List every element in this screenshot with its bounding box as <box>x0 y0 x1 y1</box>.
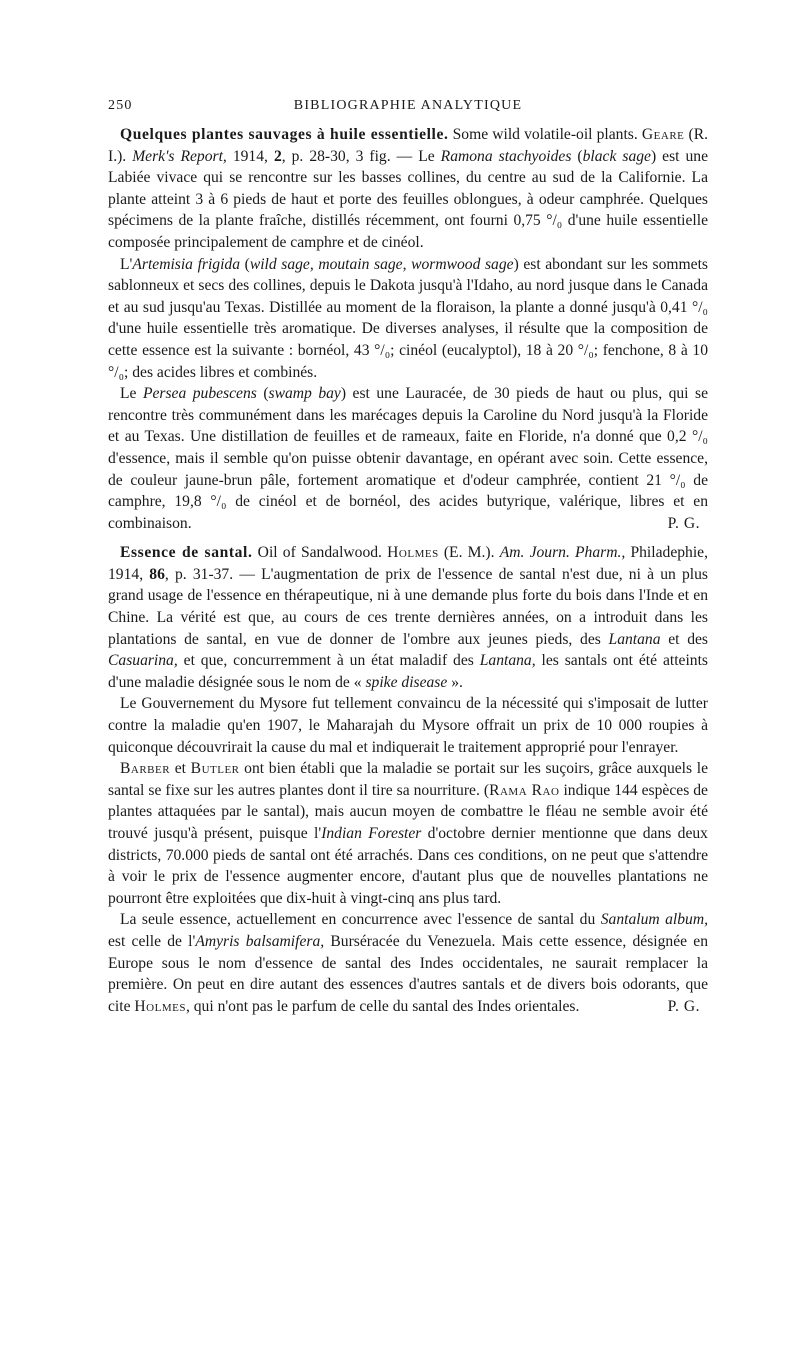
journal-title: Merk's Report, <box>132 147 227 165</box>
text-run: Burséracée du Venezuela. Mais cette essence, désignée en Europe sous le nom d'essence de santal des Indes occidentales, ne saurait remplacer la première. On peut en dire autant des essences d'autres santals et de divers bois odorants, que cite <box>108 932 708 1015</box>
paragraph <box>108 758 708 909</box>
species-name: Casuarina, <box>108 652 178 670</box>
common-name: wild sage, moutain sage, wormwood sage <box>249 255 514 273</box>
species-name: Santalum album, <box>600 911 708 929</box>
running-title: BIBLIOGRAPHIE ANALYTIQUE <box>293 98 523 113</box>
text-run: ( <box>571 147 583 165</box>
page-number: 250 <box>108 98 133 113</box>
signature: P. G. <box>667 514 700 532</box>
species-name: Lantana <box>608 630 661 648</box>
text-run: et que, concurremment à un état maladif des <box>177 652 480 670</box>
text-run: ) est une Labiée vivace qui se rencontre sur les basses collines, du centre au sud de la Californie. La plante atteint 3 à 6 pieds de haut et porte des feuilles oblongues, à odeur camphrée. Quelques spécimens de la plante fraîche, distillés récemment, ont fourni 0,75 °/₀ d'une huile essentielle composée principalement de camphre et de cinéol. <box>108 147 708 251</box>
text-run: Oil of Sandalwood. <box>252 544 388 562</box>
common-name: swamp bay <box>268 385 341 403</box>
text-run: , p. 28-30, 3 fig. — Le <box>281 147 441 165</box>
text-run: les santals ont été atteints d'une maladie désignée sous le nom de « <box>108 652 708 691</box>
text-run: Le <box>120 385 143 403</box>
author-name: Butler <box>190 760 240 778</box>
page <box>108 98 708 1017</box>
journal-title: Am. Journ. Pharm., <box>499 544 626 562</box>
author-name: Barber <box>120 760 171 778</box>
text-run: et des <box>660 630 708 648</box>
volume-number: 86 <box>149 565 165 583</box>
signature: P. G. <box>667 997 700 1015</box>
volume-number: 2 <box>273 147 282 165</box>
paragraph <box>108 124 708 254</box>
species-name: Artemisia frigida <box>132 255 241 273</box>
author-name: Geare <box>641 126 685 143</box>
species-name: Persea pubescens <box>142 385 257 403</box>
text-run: , qui n'ont pas le parfum de celle du santal des Indes orientales. <box>185 997 580 1015</box>
text-run: La seule essence, actuellement en concurrence avec l'essence de santal du <box>120 911 601 929</box>
text-run: est celle de l' <box>108 932 196 950</box>
text-run: 1914, <box>226 147 274 165</box>
text-run: et <box>170 760 191 778</box>
text-run: L' <box>120 255 133 273</box>
text-run: ( <box>256 385 269 403</box>
author-name: Holmes <box>134 997 186 1015</box>
text-run: (R. I.). <box>108 126 709 165</box>
entry-sandalwood-oil <box>108 542 708 1017</box>
species-name: Amyris balsamifera, <box>195 932 325 950</box>
paragraph <box>108 254 708 384</box>
text-run: Some wild volatile-oil plants. <box>448 126 642 143</box>
running-head <box>108 98 708 124</box>
paragraph <box>108 542 708 693</box>
author-name: Rama Rao <box>489 781 560 799</box>
common-name: black sage <box>582 147 651 165</box>
entry-heading: Quelques plantes sauvages à huile essentielle. <box>120 126 449 143</box>
journal-title: Indian Forester <box>321 825 422 842</box>
paragraph <box>108 909 708 1017</box>
entry-heading: Essence de santal. <box>120 544 253 562</box>
text-run: ( <box>240 255 250 273</box>
paragraph: Le Gouvernement du Mysore fut tellement convaincu de la nécessité qui s'imposait de lutter contre la maladie qu'en 1907, le Maharajah du Mysore offrait un prix de 10 000 roupies à quiconque découvrirait la cause du mal et indiquerait le traitement approprié pour l'enrayer. <box>108 695 708 756</box>
text-run: ) est une Lauracée, de 30 pieds de haut ou plus, qui se rencontre très communément dans les marécages depuis la Caroline du Nord jusqu'à la Floride et au Texas. Une distillation de feuilles et de rameaux, faite en Floride, n'a donné que 0,2 °/₀ d'essence, mais il semble qu'on puisse obtenir davantage, en opérant avec soin. Cette essence, de couleur jaune-brun pâle, fortement aromatique et d'odeur camphrée, contient 21 °/₀ de camphre, 19,8 °/₀ de cinéol et de bornéol, des acides butyrique, valérique, libres et en combinaison. <box>108 385 708 532</box>
paragraph <box>108 383 708 534</box>
text-run: (E. M.). <box>438 544 500 562</box>
text-run: ». <box>447 673 463 691</box>
entry-wild-volatile-oil-plants <box>108 124 708 534</box>
text-run: d'octobre dernier mentionne que dans deux districts, 70.000 pieds de santal ont été arrachés. Dans ces conditions, on ne peut que s'attendre à voir le prix de l'essence augmenter encore, d'autant plus que de nouvelles plantations ne pourront être exploitées que dix-huit à vingt-cinq ans plus tard. <box>108 825 708 907</box>
species-name: Ramona stachyoides <box>440 147 572 165</box>
text-run: , p. 31-37. — L'augmentation de prix de l'essence de santal n'est due, ni à un plus grand usage de l'essence en thérapeutique, ni à une demande plus forte du bois dans l'Inde et en Chine. La vérité est que, au cours de ces trente dernières années, on a introduit dans les plantations de santal, en vue de donner de l'ombre aux jeunes pieds, des <box>108 565 708 648</box>
species-name: Lantana, <box>479 652 536 670</box>
disease-name: spike disease <box>365 673 448 691</box>
text-run: indique 144 espèces de plantes attaquées par le santal), mais aucun moyen de combattre le fléau ne semble avoir été trouvé jusqu'à présent, puisque l' <box>108 781 708 842</box>
author-name: Holmes <box>387 544 439 562</box>
text-run: ) est abondant sur les sommets sablonneux et secs des collines, depuis le Dakota jusqu'à l'Idaho, au nord jusque dans le Canada et au sud jusqu'au Texas. Distillée au moment de la floraison, la plante a donné jusqu'à 0,41 °/₀ d'une huile essentielle très aromatique. De diverses analyses, il résulte que la composition de cette essence est la suivante : bornéol, 43 °/₀; cinéol (eucalyptol), 18 à 20 °/₀; fenchone, 8 à 10 °/₀; des acides libres et combinés. <box>108 255 708 381</box>
text-run: ont bien établi que la maladie se portait sur les suçoirs, grâce auxquels le santal se fixe sur les autres plantes dont il tire sa nourriture. ( <box>108 760 708 799</box>
text-run: Philadephie, 1914, <box>108 544 708 583</box>
